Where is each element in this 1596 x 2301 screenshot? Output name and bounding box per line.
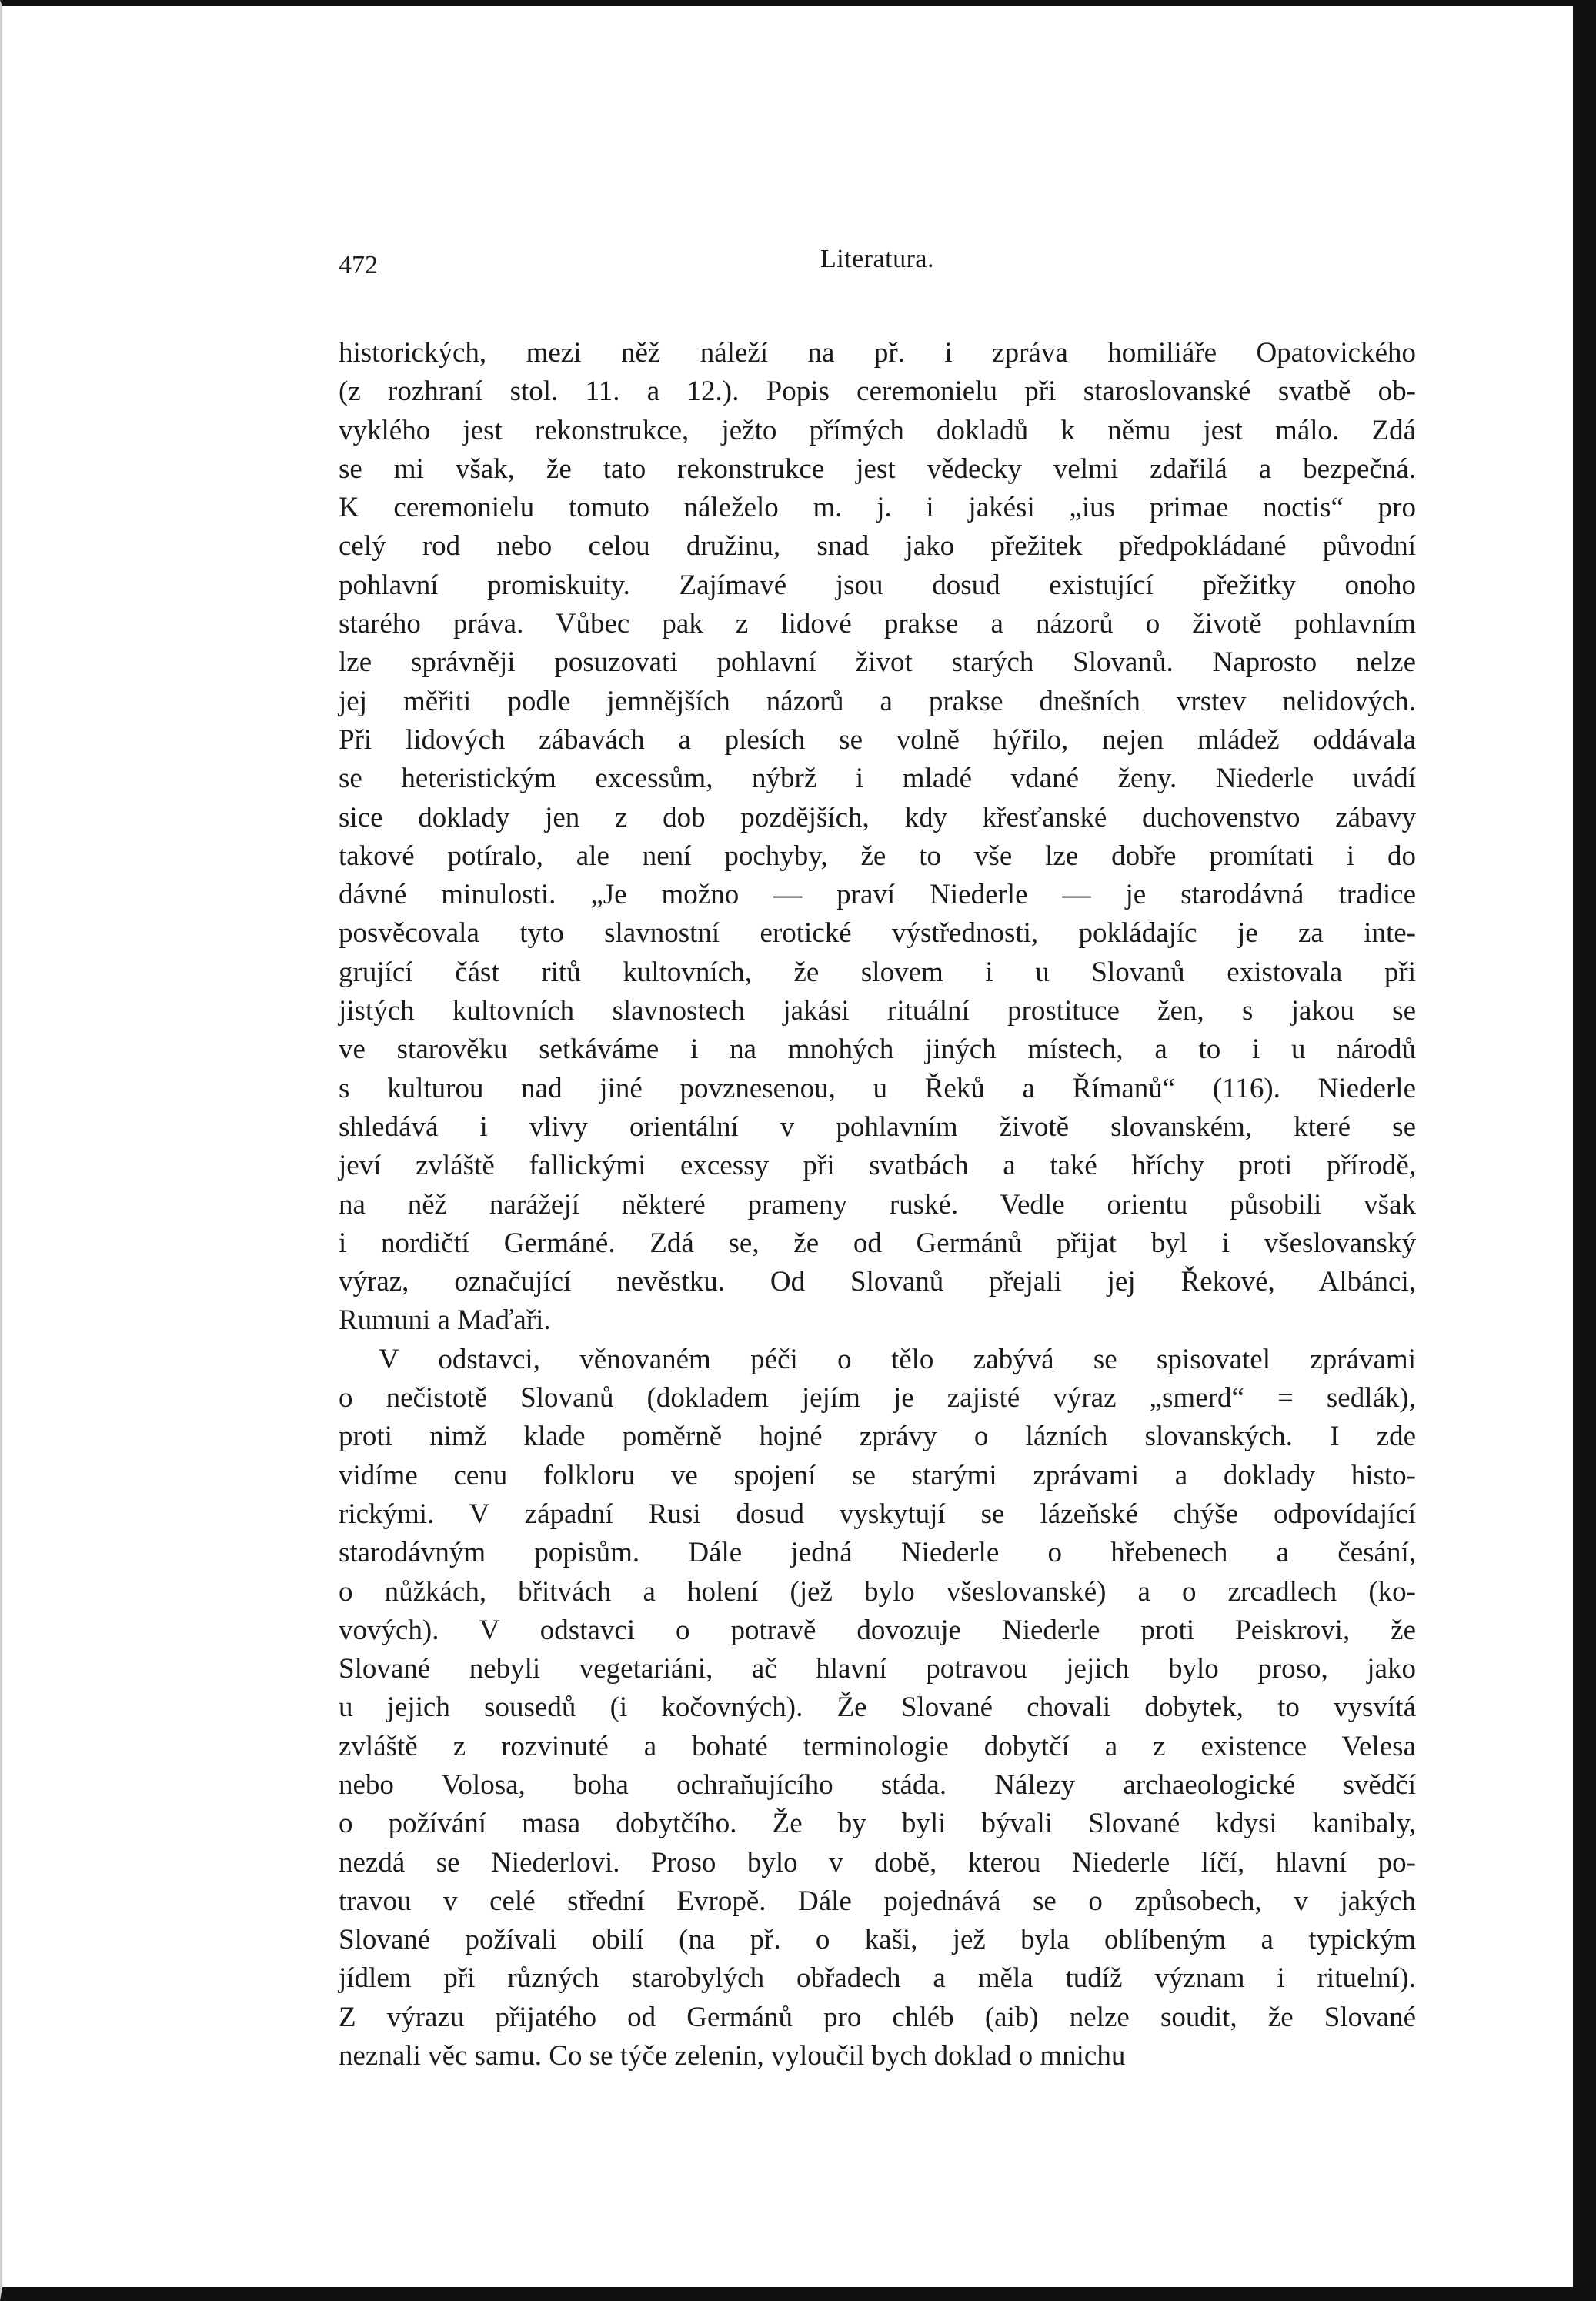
text-line: o nečistotě Slovanů (dokladem jejím je zajisté výraz „smerd“ = sedlák), — [339, 1382, 1416, 1414]
text-line: travou v celé střední Evropě. Dále pojednává se o způsobech, v jakých — [339, 1885, 1416, 1917]
text-line: grující část ritů kultovních, že slovem i u Slovanů existovala při — [339, 956, 1416, 988]
text-line: dávné minulosti. „Je možno — praví Niederle — je starodávná tradice — [339, 879, 1416, 911]
text-line: proti nimž klade poměrně hojné zprávy o lázních slovanských. I zde — [339, 1421, 1416, 1453]
text-line: jídlem při různých starobylých obřadech a měla tudíž význam i rituelní). — [339, 1962, 1416, 1995]
text-line: ve starověku setkáváme i na mnohých jiných místech, a to i u národů — [339, 1034, 1416, 1066]
text-line: pohlavní promiskuity. Zajímavé jsou dosud existující přežitky onoho — [339, 569, 1416, 601]
text-line: zvláště z rozvinuté a bohaté terminologie dobytčí a z existence Velesa — [339, 1730, 1416, 1762]
paragraph — [339, 1341, 1416, 2076]
text-line: rickými. V západní Rusi dosud vyskytují se lázeňské chýše odpovídající — [339, 1498, 1416, 1530]
text-line: historických, mezi něž náleží na př. i zpráva homiliáře Opatovického — [339, 337, 1416, 369]
text-line: takové potíralo, ale není pochyby, že to vše lze dobře promítati i do — [339, 840, 1416, 872]
text-line: jeví zvláště fallickými excessy při svatbách a také hříchy proti přírodě, — [339, 1150, 1416, 1182]
text-line: vových). V odstavci o potravě dovozuje Niederle proti Peiskrovi, že — [339, 1614, 1416, 1646]
text-line: na něž narážejí některé prameny ruské. Vedle orientu působili však — [339, 1188, 1416, 1221]
book-page — [339, 245, 1416, 2076]
text-line: se heteristickým excessům, nýbrž i mladé vdané ženy. Niederle uvádí — [339, 763, 1416, 795]
text-line: Rumuni a Maďaři. — [339, 1304, 551, 1337]
text-line: Z výrazu přijatého od Germánů pro chléb (aib) nelze soudit, že Slované — [339, 2001, 1416, 2033]
text-line: o požívání masa dobytčího. Že by byli bývali Slované kdysi kanibaly, — [339, 1808, 1416, 1840]
text-line: V odstavci, věnovaném péči o tělo zabývá se spisovatel zprávami — [379, 1343, 1416, 1375]
text-line: u jejich sousedů (i kočovných). Že Slované chovali dobytek, to vysvítá — [339, 1692, 1416, 1724]
text-line: výraz, označující nevěstku. Od Slovanů přejali jej Řekové, Albánci, — [339, 1266, 1416, 1298]
text-line: lze správněji posuzovati pohlavní život starých Slovanů. Naprosto nelze — [339, 646, 1416, 679]
text-line: neznali věc samu. Co se týče zelenin, vyloučil bych doklad o mnichu — [339, 2040, 1126, 2072]
text-line: celý rod nebo celou družinu, snad jako přežitek předpokládané původní — [339, 530, 1416, 563]
text-line: posvěcovala tyto slavnostní erotické výstřednosti, pokládajíc je za inte- — [339, 917, 1416, 950]
text-line: sice doklady jen z dob pozdějších, kdy křesťanské duchovenstvo zábavy — [339, 801, 1416, 833]
text-line: (z rozhraní stol. 11. a 12.). Popis ceremonielu při staroslovanské svatbě ob- — [339, 376, 1416, 408]
text-line: jej měřiti podle jemnějších názorů a prakse dnešních vrstev nelidových. — [339, 685, 1416, 717]
text-line: starodávným popisům. Dále jedná Niederle o hřebenech a česání, — [339, 1537, 1416, 1569]
text-line: Slované nebyli vegetariáni, ač hlavní potravou jejich bylo proso, jako — [339, 1653, 1416, 1685]
body-text — [339, 334, 1416, 2076]
text-line: i nordičtí Germáné. Zdá se, že od Germánů přijat byl i všeslovanský — [339, 1227, 1416, 1259]
text-line: s kulturou nad jiné povznesenou, u Řeků a Římanů“ (116). Niederle — [339, 1072, 1416, 1104]
text-line: vidíme cenu folkloru ve spojení se starými zprávami a doklady histo- — [339, 1459, 1416, 1491]
paragraph — [339, 334, 1416, 1341]
page-number: 472 — [339, 251, 378, 279]
text-line: o nůžkách, břitvách a holení (jež bylo všeslovanské) a o zrcadlech (ko- — [339, 1575, 1416, 1608]
running-title: Literatura. — [820, 245, 935, 273]
text-line: nebo Volosa, boha ochraňujícího stáda. Nálezy archaeologické svědčí — [339, 1768, 1416, 1801]
text-line: Slované požívali obilí (na př. o kaši, jež byla oblíbeným a typickým — [339, 1924, 1416, 1956]
text-line: se mi však, že tato rekonstrukce jest vědecky velmi zdařilá a bezpečná. — [339, 453, 1416, 485]
text-line: Při lidových zábavách a plesích se volně hýřilo, nejen mládež oddávala — [339, 723, 1416, 756]
running-head — [339, 245, 1416, 291]
text-line: shledává i vlivy orientální v pohlavním životě slovanském, které se — [339, 1110, 1416, 1143]
text-line: K ceremonielu tomuto náleželo m. j. i jakési „ius primae noctis“ pro — [339, 492, 1416, 524]
text-line: starého práva. Vůbec pak z lidové prakse a názorů o životě pohlavním — [339, 608, 1416, 640]
text-line: vyklého jest rekonstrukce, ježto přímých dokladů k němu jest málo. Zdá — [339, 414, 1416, 446]
text-line: nezdá se Niederlovi. Proso bylo v době, kterou Niederle líčí, hlavní po- — [339, 1846, 1416, 1879]
text-line: jistých kultovních slavnostech jakási rituální prostituce žen, s jakou se — [339, 995, 1416, 1027]
